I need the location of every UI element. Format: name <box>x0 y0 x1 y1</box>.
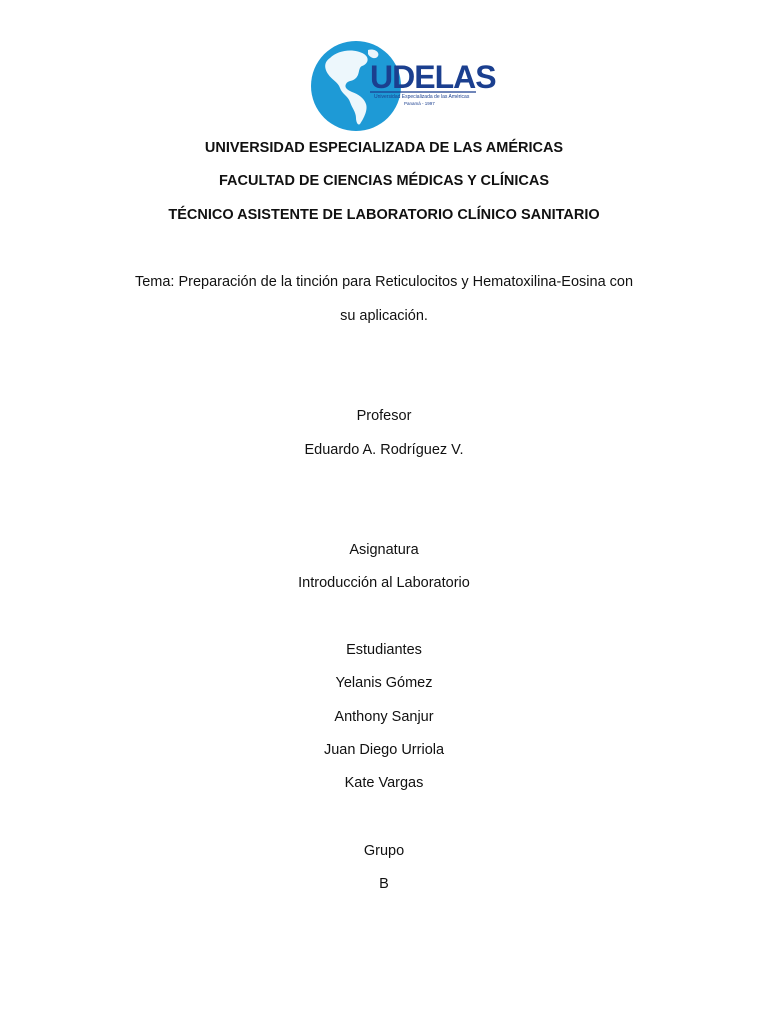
logo-text: UDELAS <box>370 59 496 95</box>
university-name: UNIVERSIDAD ESPECIALIZADA DE LAS AMÉRICAS <box>204 140 564 156</box>
students-label: Estudiantes <box>346 642 422 658</box>
student-name: Yelanis Gómez <box>335 675 433 691</box>
student-name: Anthony Sanjur <box>334 709 434 725</box>
student-name: Juan Diego Urriola <box>323 742 445 758</box>
professor-label: Profesor <box>356 408 412 424</box>
program-name: TÉCNICO ASISTENTE DE LABORATORIO CLÍNICO SANITARIO <box>168 207 600 223</box>
topic-line-2: su aplicación. <box>340 308 428 324</box>
group-value: B <box>379 876 389 892</box>
subject-label: Asignatura <box>349 542 419 558</box>
udelas-logo <box>308 40 496 132</box>
logo-subtitle: Universidad Especializada de las Américas <box>374 94 470 100</box>
logo-tagline: Panamá - 1997 <box>404 101 435 106</box>
professor-name: Eduardo A. Rodríguez V. <box>304 442 464 458</box>
faculty-name: FACULTAD DE CIENCIAS MÉDICAS Y CLÍNICAS <box>218 173 550 189</box>
topic-line-1: Tema: Preparación de la tinción para Reticulocitos y Hematoxilina-Eosina con <box>134 274 634 290</box>
subject-name: Introducción al Laboratorio <box>298 575 470 591</box>
group-label: Grupo <box>363 843 405 859</box>
student-name: Kate Vargas <box>344 775 424 791</box>
